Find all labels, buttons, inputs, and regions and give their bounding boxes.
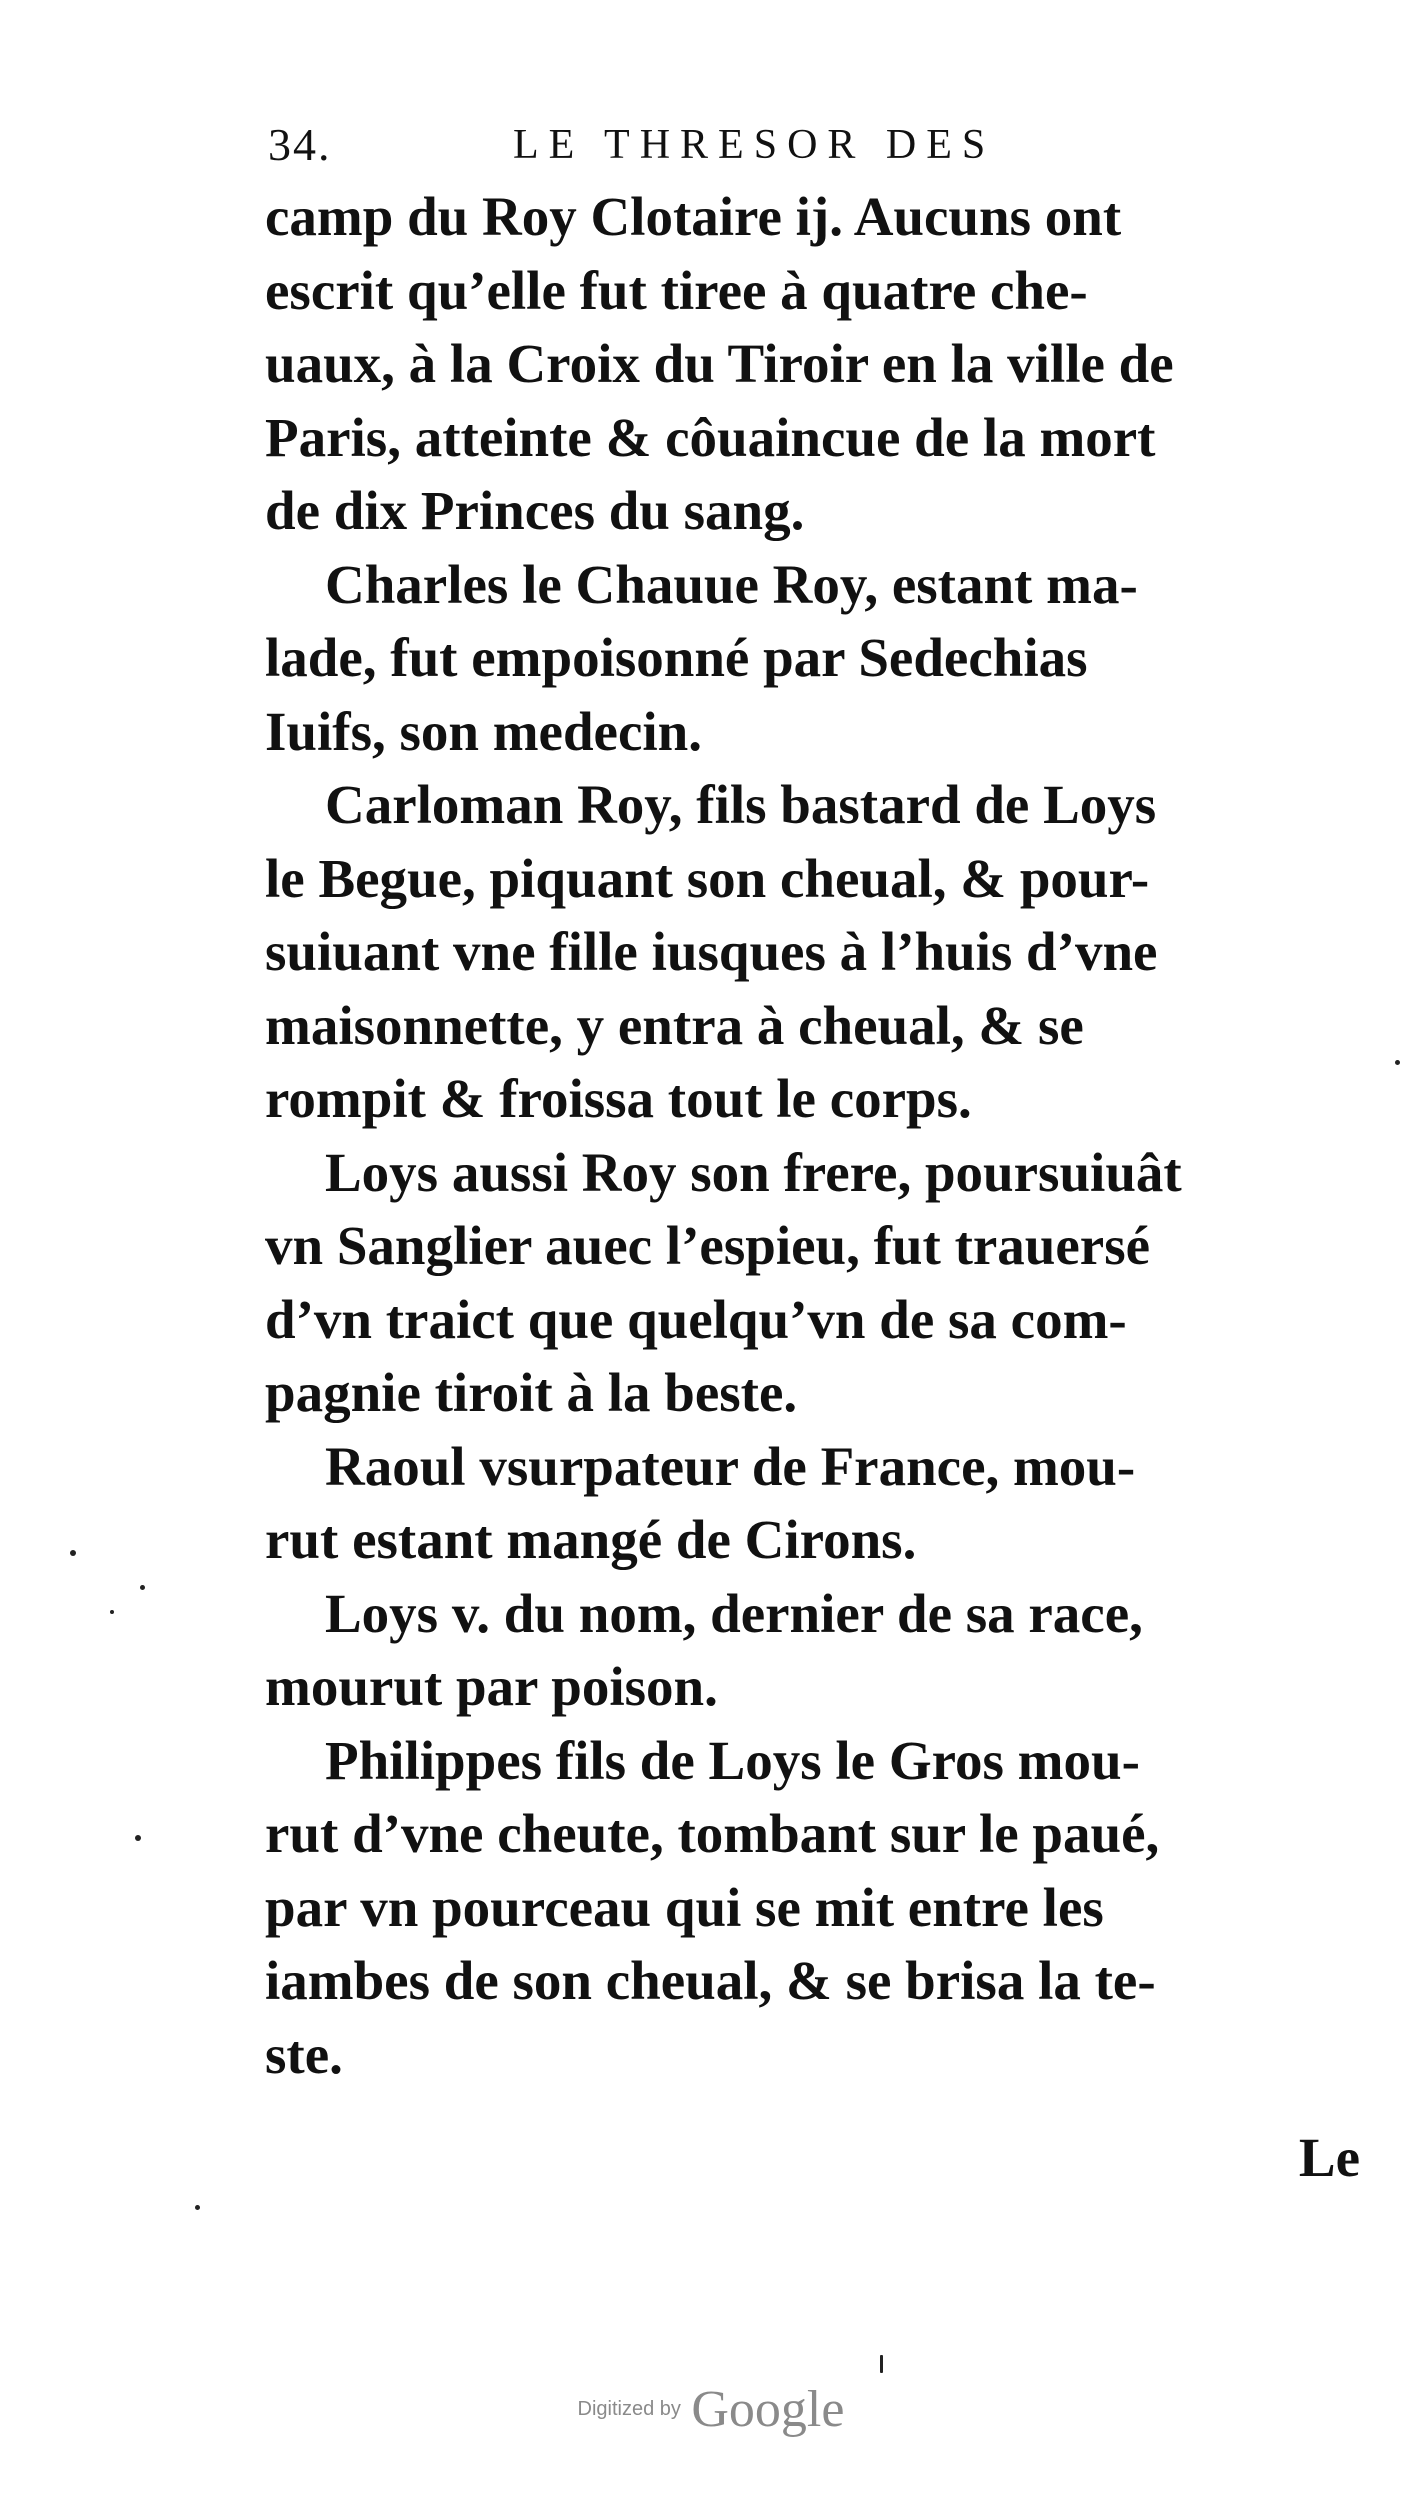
scan-speck xyxy=(70,1550,76,1556)
text-line: ste. xyxy=(265,2023,343,2085)
page-number: 34. xyxy=(268,119,332,170)
scan-speck xyxy=(140,1585,145,1590)
text-line: rut d’vne cheute, tombant sur le paué, xyxy=(265,1803,1160,1864)
text-line: pagnie tiroit à la beste. xyxy=(265,1362,798,1423)
text-line: par vn pourceau qui se mit entre les xyxy=(265,1876,1104,1938)
scan-speck xyxy=(110,1610,114,1614)
page-header xyxy=(268,110,1168,180)
paragraph-start-line: Philippes fils de Loys le Gros mou- xyxy=(325,1729,1140,1791)
text-line: Paris, atteinte & côuaincue de la mort xyxy=(265,406,1156,468)
text-line: vn Sanglier auec l’espieu, fut trauersé xyxy=(265,1215,1151,1276)
text-line: lade, fut empoisonné par Sedechias xyxy=(265,627,1088,688)
scan-speck xyxy=(1395,1060,1400,1065)
body-text xyxy=(265,180,1360,2195)
text-line: camp du Roy Clotaire ij. Aucuns ont xyxy=(265,186,1122,247)
text-line: maisonnette, y entra à cheual, & se xyxy=(265,994,1084,1056)
text-line: uaux, à la Croix du Tiroir en la ville de xyxy=(265,333,1174,394)
google-logo: Google xyxy=(691,2381,845,2438)
paragraph-start-line: Charles le Chauue Roy, estant ma- xyxy=(325,553,1138,615)
text-line: le Begue, piquant son cheual, & pour- xyxy=(265,847,1150,909)
text-line: escrit qu’elle fut tiree à quatre che- xyxy=(265,259,1088,321)
text-line: iambes de son cheual, & se brisa la te- xyxy=(265,1950,1156,2011)
text-line: rompit & froissa tout le corps. xyxy=(265,1068,972,1129)
text-line: Iuifs, son medecin. xyxy=(265,700,702,762)
text-line: mourut par poison. xyxy=(265,1656,718,1717)
text-line: suiuant vne fille iusques à l’huis d’vne xyxy=(265,921,1158,982)
scan-speck xyxy=(195,2205,200,2210)
paragraph-start-line: Loys v. du nom, dernier de sa race, xyxy=(325,1582,1143,1644)
paragraph-start-line: Loys aussi Roy son frere, poursuiuât xyxy=(325,1141,1182,1203)
catchword: Le xyxy=(1298,2127,1360,2188)
digitization-watermark xyxy=(0,2380,1422,2439)
scan-speck xyxy=(880,2355,883,2373)
scan-speck xyxy=(135,1835,141,1841)
running-title: LE THRESOR DES xyxy=(513,122,996,168)
paragraph-start-line: Raoul vsurpateur de France, mou- xyxy=(325,1435,1136,1497)
text-line: de dix Princes du sang. xyxy=(265,480,805,541)
paragraph-start-line: Carloman Roy, fils bastard de Loys xyxy=(325,774,1157,835)
digitized-by-label: Digitized by xyxy=(577,2398,681,2420)
text-line: d’vn traict que quelqu’vn de sa com- xyxy=(265,1288,1127,1350)
text-line: rut estant mangé de Cirons. xyxy=(265,1509,917,1570)
